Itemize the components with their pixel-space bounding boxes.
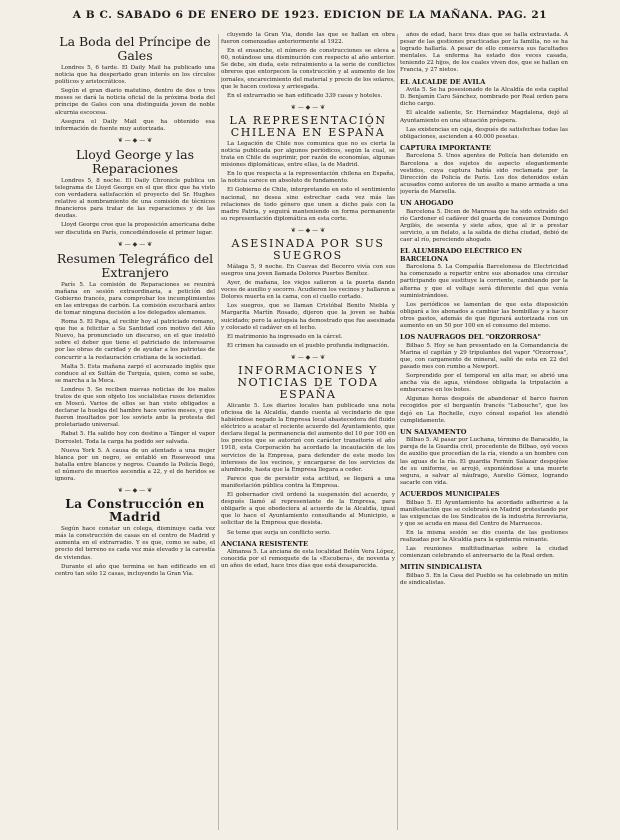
- article-text: Rabat 5. Ha salido hoy con destino a Tánger el vapor Dorroslet. Toda la carga ha podido ser salvada.: [55, 431, 215, 445]
- article-drowned: [400, 200, 568, 244]
- article-important-capture: [400, 145, 568, 196]
- headline: La Construcción en Madrid: [65, 497, 205, 525]
- headline: ASESINADA POR SUS SUEGROS: [231, 236, 385, 262]
- article-text: En el extrarradio se han edificado 339 casas y hoteles.: [227, 92, 383, 99]
- subheading: LOS NAUFRAGOS DEL "ORZORROSA": [400, 333, 541, 342]
- article-construction-continued: [221, 32, 395, 100]
- article-text: Se teme que surja un conflicto serio.: [227, 529, 331, 536]
- subheading: UN SALVAMENTO: [400, 427, 467, 436]
- article-text: Parece que de persistir esta actitud, se llegará a una manifestación pública contra la Empresa.: [221, 475, 395, 489]
- article-text: años de edad, hace tres días que se halla extraviada. A pesar de las gestiones practicadas por la familia, no se ha logrado hallarla. A pesar de ello conserva sus facultades mentales. La enferma ha estado dos veces casada, teniendo 22 hijos, de los cuales viven dos, que se hallan en Francia, y 27 nietos.: [400, 32, 568, 74]
- ornament-divider: ❦ — ◆ — ❦: [290, 226, 326, 234]
- article-text: Nueva York 5. A causa de un atentado a una mujer blanca por un negro, se entabló en Rosewood una batalla entre blancos y negros. Cuando la Policía llegó, el número de muertos ascendía a 22, y el de heridos se ignora.: [55, 447, 215, 483]
- column-rule: [397, 34, 398, 830]
- article-text: Sorprendido por el temporal en alta mar, se abrió una ancha vía de agua, viéndose obligada la tripulación a embarcarse en los botes.: [400, 373, 568, 394]
- headline: La Boda del Príncipe de Gales: [59, 34, 211, 63]
- headline: INFORMACIONES Y NOTICIAS DE TODA ESPAÑA: [237, 363, 379, 401]
- article-text: El alcalde saliente, Sr. Hernández Magdalena, dejó al Ayuntamiento en una situación próspera.: [400, 110, 568, 124]
- article-text: Lloyd George cree que la proposición americana debe ser discutida en París, concediéndosele el primer lugar.: [55, 222, 215, 236]
- article-news-from-spain: [221, 365, 395, 537]
- article-construction-madrid: [55, 498, 215, 578]
- article-text: Las reuniones multitudinarias sobre la ciudad comienzan celebrando el aniversario de la Real orden.: [400, 546, 568, 560]
- article-text: Algunas horas después de abandonar el barco fueron recogidos por el bergantín francés "Lebouche", que los dejó en La Rochelle, cuyo cónsul español les atendió cumplidamente.: [400, 396, 568, 424]
- column-left: [55, 32, 215, 834]
- headline: LA REPRESENTACIÓN CHILENA EN ESPAÑA: [229, 113, 387, 139]
- subheading: ACUERDOS MUNICIPALES: [400, 489, 500, 498]
- article-text: Londres 5, 8 noche. El Daily Chronicle publica un telegrama de Lloyd George en el que dice que ha visto con verdadera satisfacción el proyecto del Sr. Hughes relativo al nombramiento de una comisión de técnicos financieros para tratar de las reparaciones y de las deudas.: [55, 177, 215, 220]
- article-elder-continued: [400, 32, 568, 75]
- article-text: En lo que respecta a la representación chilena en España, la noticia carece en absoluto de fundamento.: [221, 171, 395, 185]
- article-text: Barcelona 5. La Compañía Barcelonesa de Electricidad ha comenzado a repartir entre sus abonados una circular participando que sustituye la corriente, cambiando por la alterna y que el voltaje será diferente del que venía suministrándose.: [400, 264, 568, 299]
- article-text: Malta 5. Esta mañana zarpó el acorazado inglés que conduce al ex Sultán de Turquía, quien, como se sabe, se marcha a la Meca.: [55, 363, 215, 384]
- article-text: Las existencias en caja, después de satisfechas todas las obligaciones, ascienden a 40.000 pesetas.: [400, 126, 568, 140]
- article-text: El matrimonio ha ingresado en la cárcel.: [227, 333, 343, 340]
- article-municipal-agreements: [400, 491, 568, 560]
- subheading: EL ALUMBRADO ELÉCTRICO EN BARCELONA: [400, 247, 523, 263]
- article-murdered-by-in-laws: [221, 238, 395, 350]
- article-text: cluyendo la Gran Vía, donde las que se hallan en obra fueron comenzadas anteriormente al 1922.: [221, 32, 395, 46]
- article-text: La Legación de Chile nos comunica que no es cierta la noticia publicada por algunos periódicos, según la cual, se trata en Chile de suprimir, por razón de economías, algunas misiones diplomáticas, entre ellas, la de Madrid.: [221, 140, 395, 169]
- page-header: A B C. SABADO 6 DE ENERO DE 1923. EDICION DE LA MAÑANA. PAG. 21: [72, 9, 548, 21]
- article-text: Asegura el Daily Mail que ha obtenido esa información de fuente muy autorizada.: [55, 118, 215, 132]
- subheading: CAPTURA IMPORTANTE: [400, 143, 491, 152]
- article-avila-mayor: [400, 79, 568, 141]
- article-text: Bilbao 5. Hoy se han presentado en la Comandancia de Marina el capitán y 29 tripulantes del vapor "Orzorrosa", que, con cargamento de mineral, salió de esta en 22 del pasado mes con rumbo a Newport.: [400, 342, 568, 370]
- article-text: El gobernador civil ordenó la suspensión del acuerdo, y después llamó al representante de la Empresa, para obligarle a que obedeciera al acuerdo de la Alcaldía, igual que lo hace el Ayuntamiento consultando al Municipio, a solicitar de la Empresa que desista.: [221, 492, 395, 527]
- ornament-divider: ❦ — ◆ — ❦: [117, 487, 153, 495]
- subheading: MITIN SINDICALISTA: [400, 563, 482, 572]
- article-text: Los periódicos se lamentan de que esta disposición obligará a los abonados a cambiar las bombillas y a hacer otros gastos, además de que figurará autorizada con un aumento en un 50 por 100 en el consumo del mismo.: [400, 301, 568, 329]
- article-text: Málaga 5, 9 noche. En Cuevas del Becerro vivía con sus suegros una joven llamada Dolores Puertes Benítez.: [221, 263, 395, 277]
- ornament-divider: ❦ — ◆ — ❦: [290, 103, 326, 111]
- article-chilean-representation: [221, 115, 395, 223]
- article-text: Bilbao 5. En la Casa del Pueblo se ha celebrado un mitin de sindicalistas.: [400, 572, 568, 586]
- article-text: El crimen ha causado en el pueblo profunda indignación.: [227, 342, 390, 349]
- article-telegraph-summary: [55, 252, 215, 484]
- subheading: ANCIANA RESISTENTE: [221, 539, 309, 548]
- article-barcelona-lighting: [400, 248, 568, 330]
- article-text: Londres 5, 6 tarde. El Daily Mail ha publicado una noticia que ha despertado gran interés en los círculos políticos y aristocráticos.: [55, 65, 215, 86]
- column-rule: [218, 34, 219, 830]
- article-text: Londres 5. Se reciben nuevas noticias de los malos tratos de que son objeto los socialistas rusos detenidos en Moscú. Varios de ellos se han visto obligados a declarar la huelga del hambre hace varios meses, y que fueron insultados por los soviets ante la protesta del proletariado universal.: [55, 386, 215, 429]
- article-resistant-elder: [221, 541, 395, 571]
- article-lloyd-george: [55, 148, 215, 237]
- article-text: Según hace constar un colega, disminuye cada vez más la construcción de casas en el centro de Madrid y aumenta en el extrarradio. Y es que, como se sabe, el precio del terreno es cada vez más elevado y la carestía de viviendas.: [55, 526, 215, 561]
- article-text: Barcelona 5. Dicen de Manresa que ha sido extraído del río Cardoner el cadáver del guarda de consumos Domingo Argilés, de sesenta y siete años, que al ir a prestar servicio, a un fielato, a la salida de dicha ciudad, debió de caer al río, pereciendo ahogado.: [400, 208, 568, 243]
- article-orzorrosa-shipwreck: [400, 334, 568, 425]
- article-text: Bilbao 5. El Ayuntamiento ha acordado adherirse a la manifestación que se celebrará en Madrid protestando por las exigencias de los Sindicatos de la industria ferroviaria, y que se acuda en masa del Centro de Marruecos.: [400, 499, 568, 527]
- subheading: EL ALCALDE DE AVILA: [400, 77, 486, 86]
- article-text: Avila 5. Se ha posesionado de la Alcaldía de esta capital D. Benjamín Caro Sánchez, nombrado por Real orden para dicho cargo.: [400, 87, 568, 108]
- article-text: En el ensanche, el número de construcciones se eleva a 60, notándose una disminución con respecto al año anterior. Se debe, sin duda, este retraimiento a la serie de conflictos obreros que entorpecen la construcción y al aumento de los jornales, encarecimiento del material y precio de los solares, que le hacen costosa y arriesgada.: [221, 48, 395, 90]
- ornament-divider: ❦ — ◆ — ❦: [117, 136, 153, 144]
- article-prince-wedding: [55, 35, 215, 133]
- article-text: Barcelona 5. Unos agentes de Policía han detenido en Barcelona a dos sujetos de aspecto elegantemente vestidos, cuya captura había sido reclamada por la Dirección de Policía de París. Los dos detenidos están acusados como autores de un asalto a mano armada a una joyería de Marsella.: [400, 153, 568, 195]
- article-text: El Gobierno de Chile, interpretando en esto el sentimiento nacional, no desea sino estrechar cada vez más las relaciones de todo género que unen a dicho país con la madre Patria, y seguirá manteniendo en forma permanente su representación diplomática en esta corte.: [221, 187, 395, 222]
- article-text: Alicante 5. Los diarios locales han publicado una nota oficiosa de la Alcaldía, dando cuenta al vecindario de que habiéndose negado la Empresa local abastecedora del fluido eléctrico a acatar el reciente acuerdo del Ayuntamiento, que declara ilegal la permanencia del aumento del 10 por 100 en los precios que se autorizó con carácter transitorio el año 1918, esta Corporación ha acordado la incautación de los servicios de la Empresa, para defender de este modo los intereses de los vecinos, y encargarse de los servicios de alumbrado, hasta que la Empresa llegara a ceder.: [221, 402, 395, 473]
- ornament-divider: ❦ — ◆ — ❦: [290, 353, 326, 361]
- article-text: Almansa 5. La anciana de esta localidad Belén Vera López, conocida por el remoquete de la «Escobera», de noventa y un años de edad, hace tres días que está desaparecida.: [221, 549, 395, 570]
- article-text: Ayer, de mañana, los viejos salieron a la puerta dando voces de auxilio y socorro. Acudieron los vecinos y hallaron a Dolores muerta en la cama, con el cuello cortado.: [221, 280, 395, 301]
- ornament-divider: ❦ — ◆ — ❦: [117, 240, 153, 248]
- article-text: Durante el año que termina se han edificado en el centro tan sólo 12 casas, incluyendo la Gran Vía.: [55, 563, 215, 577]
- article-text: Roma 5. El Papa, al recibir hoy al patriciado romano, que fue a felicitar a Su Santidad con motivo del Año Nuevo, ha pronunciado un discurso, en el que insistió sobre el deber que tiene el patriciado de interesarse por las obras de caridad y de ayudar a los patriotas de concurrir a la restauración cristiana de la sociedad.: [55, 319, 215, 361]
- article-text: Los suegros, que se llaman Cristóbal Benito Niebla y Margarita Martín Rosado, dijeron que la joven se había suicidado; pero la autopsia ha demostrado que fue asesinada y colocado el cadáver en el lecho.: [221, 303, 395, 331]
- article-text: Bilbao 5. Al pasar por Luchana, término de Baracaldo, la pareja de la Guardia civil, procedente de Bilbao, oyó voces de auxilio que procedían de la ría, viendo a un hombre con las aguas de la ría. El guardia Fermín Salazar despojóse de su uniforme, se arrojó, exponiéndose a una muerte segura, a salvar al náufrago, Aurelio Gómez, logrando sacarle con vida.: [400, 437, 568, 486]
- article-text: En la misma sesión se dio cuenta de las gestiones realizadas por la Alcaldía para la epidemia reinante.: [400, 529, 568, 543]
- column-right: [400, 32, 568, 834]
- column-middle: [221, 32, 395, 834]
- subheading: UN AHOGADO: [400, 198, 454, 207]
- article-text: París 5. La comisión de Reparaciones se reunirá mañana en sesión extraordinaria, a petición del Gobierno francés, para comprobar los incumplimientos en las entregas de carbón. La comisión escuchará antes de tomar ninguna decisión a los delegados alemanes.: [55, 281, 215, 316]
- headline: Resumen Telegráfico del Extranjero: [56, 250, 214, 280]
- article-syndicalist-rally: [400, 564, 568, 587]
- headline: Lloyd George y las Reparaciones: [75, 146, 195, 176]
- article-rescue: [400, 429, 568, 487]
- article-text: Según el gran diario matutino, dentro de dos o tres meses se dará la noticia oficial de la próxima boda del príncipe de Gales con una distinguida joven de noble alcurnia escocesa.: [55, 88, 215, 116]
